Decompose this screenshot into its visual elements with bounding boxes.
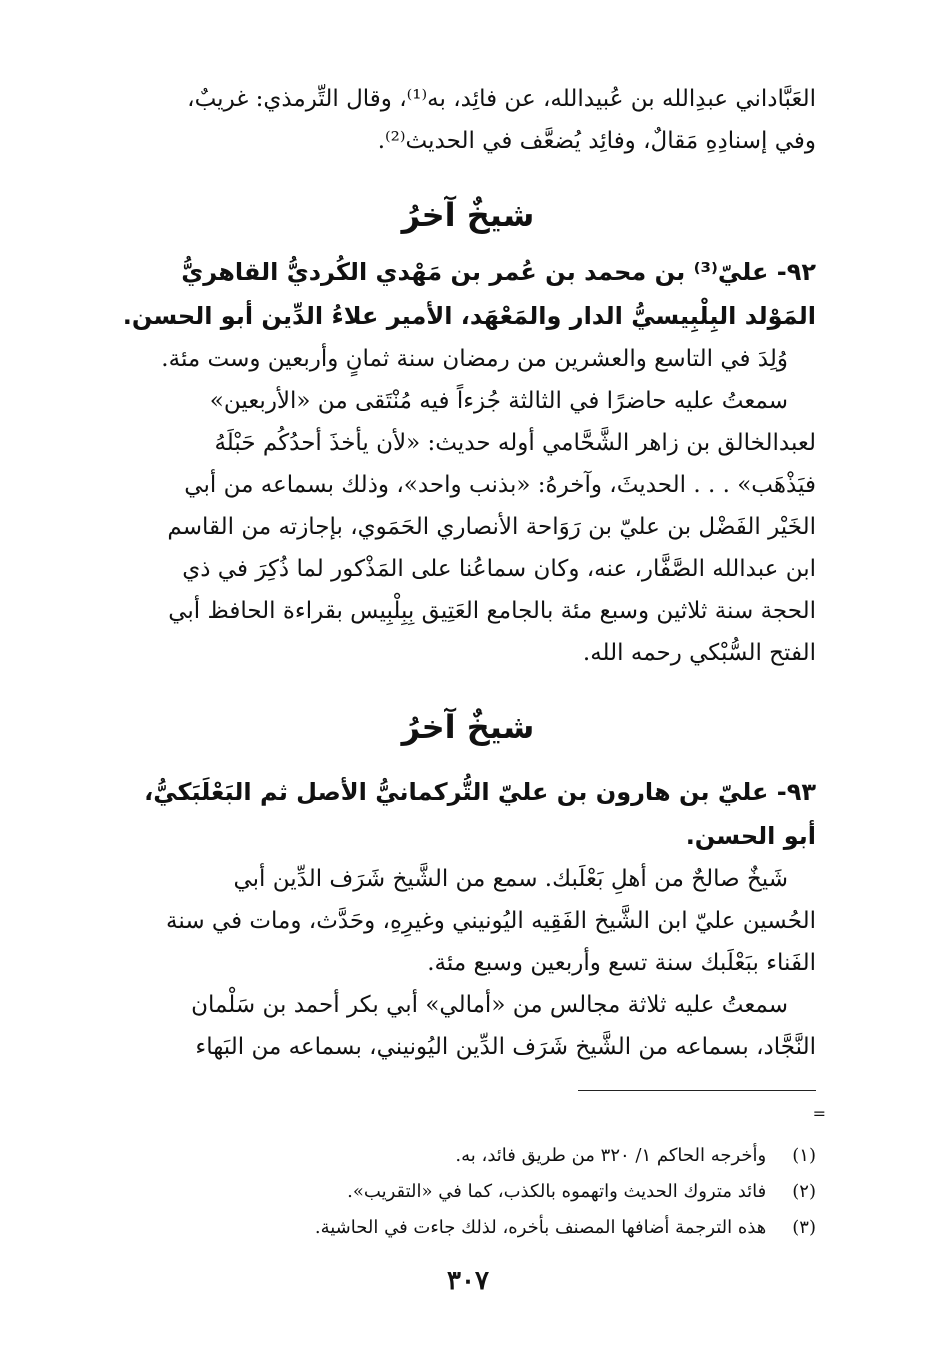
- page-number: ٣٠٧: [447, 1266, 489, 1296]
- footnote-text: وأخرجه الحاكم ١/ ٣٢٠ من طريق فائد، به.: [455, 1145, 767, 1166]
- footnote-number: (١): [792, 1145, 816, 1166]
- entry-title-line: ٩٢- عليّ⁽³⁾ بن محمد بن عُمر بن مَهْدي الكُرديُّ القاهريُّ: [181, 258, 816, 286]
- text-line: وفي إسنادِهِ مَقالٌ، وفائِد يُضعَّف في الحديث⁽²⁾.: [377, 128, 816, 154]
- text-line: الحُسين عليّ ابن الشَّيخ الفَقِيه اليُونيني وغيرِهِ، وحَدَّث، ومات في سنة: [166, 908, 816, 934]
- section-heading: شيخٌ آخرُ: [401, 708, 535, 746]
- text-line: فيَذْهَب» . . . الحديثَ، وآخرهُ: «بذنب واحد»، وذلك بسماعه من أبي: [184, 472, 816, 498]
- text-line: لعبدالخالق بن زاهر الشَّحَّامي أوله حديث: «لأن يأخذَ أحدُكُم حَبْلَهُ: [214, 430, 816, 456]
- text-line: شَيخٌ صالحٌ من أهلِ بَعْلَبك. سمع من الشَّيخ شَرَف الدِّين أبي: [233, 866, 788, 892]
- text-line: الفَناء ببَعْلَبك سنة تسع وأربعين وسبع مئة.: [427, 950, 816, 976]
- text-line: سمعتُ عليه ثلاثة مجالس من «أمالي» أبي بكر أحمد بن سَلْمان: [191, 992, 788, 1018]
- footnote-separator: [578, 1090, 816, 1091]
- entry-92: [116, 250, 816, 674]
- text-line: سمعتُ عليه حاضرًا في الثالثة جُزءاً فيه مُنْتَقى من «الأربعين»: [209, 388, 788, 414]
- footnotes: [116, 1138, 816, 1246]
- text-line: الخَيْر الفَضْل بن عليّ بن رَوَاحة الأنصاري الحَمَوي، بإجازته من القاسم: [167, 514, 816, 540]
- text-line: الحجة سنة ثلاثين وسبع مئة بالجامع العَتِيق بِبِلْبِيس بقراءة الحافظ أبي: [168, 598, 816, 624]
- entry-title-line: ٩٣- عليّ بن هارون بن عليّ التُّركمانيُّ الأصل ثم البَعْلَبَكيُّ،: [144, 778, 816, 806]
- footnote: [116, 1138, 816, 1174]
- continuation-mark: =: [812, 1104, 826, 1123]
- top-paragraph: [116, 78, 816, 162]
- text-line: النَّجَّاد، بسماعه من الشَّيخ شَرَف الدِّين اليُونيني، بسماعه من البَهاء: [195, 1034, 816, 1060]
- footnote-number: (٣): [792, 1217, 816, 1238]
- text-line: الفتح السُّبْكي رحمه الله.: [582, 640, 816, 666]
- footnote-text: فائد متروك الحديث واتهموه بالكذب، كما في «التقريب».: [347, 1181, 767, 1202]
- entry-93: [116, 770, 816, 1068]
- entry-title-line: المَوْلد البِلْبِيسيُّ الدار والمَعْهَد، الأمير علاءُ الدِّين أبو الحسن.: [122, 302, 816, 330]
- text-line: وُلِدَ في التاسع والعشرين من رمضان سنة ثمانٍ وأربعين وست مئة.: [161, 346, 788, 372]
- text-line: ابن عبدالله الصَّفَّار، عنه، وكان سماعُنا على المَذْكور لما ذُكِرَ في ذي: [182, 556, 816, 582]
- footnote: [116, 1174, 816, 1210]
- footnote-number: (٢): [792, 1181, 816, 1202]
- footnote-text: هذه الترجمة أضافها المصنف بأخره، لذلك جاءت في الحاشية.: [314, 1217, 767, 1238]
- section-heading: شيخٌ آخرُ: [401, 196, 535, 234]
- text-line: العَبَّاداني عبدِالله بن عُبيدالله، عن فائِد، به⁽¹⁾، وقال التِّرمذي: غريبٌ،: [187, 86, 816, 112]
- entry-title-line: أبو الحسن.: [685, 822, 816, 850]
- footnote: [116, 1210, 816, 1246]
